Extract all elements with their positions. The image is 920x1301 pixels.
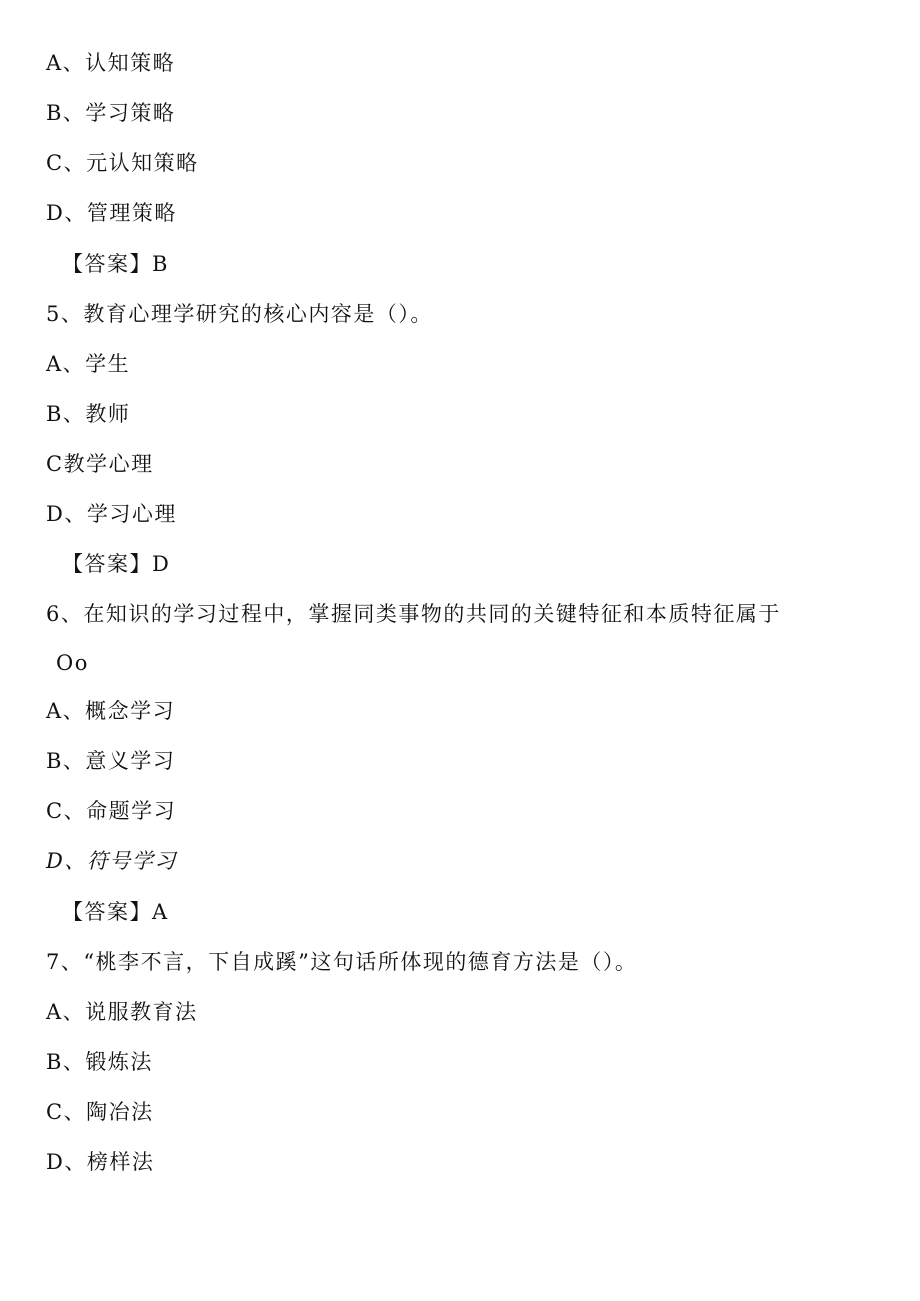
option-line: A、概念学习 [46,699,176,723]
option-line: D、管理策略 [46,201,177,225]
option-line: A、说服教育法 [46,1000,198,1024]
answer-line: 【答案】D [62,552,171,576]
answer-line: 【答案】A [62,900,169,924]
option-line: D、榜样法 [46,1150,155,1174]
option-line: D、符号学习 [46,849,177,873]
option-line: A、认知策略 [46,51,176,75]
option-line: B、意义学习 [46,749,176,773]
option-line: C、陶冶法 [46,1100,154,1124]
option-line: B、锻炼法 [46,1050,153,1074]
question-line: 6、在知识的学习过程中，掌握同类事物的共同的关键特征和本质特征属于 [46,602,781,626]
option-line: C、元认知策略 [46,151,199,175]
question-line: 7、“桃李不言，下自成蹊”这句话所体现的德育方法是（）。 [46,950,638,974]
option-line: B、学习策略 [46,101,176,125]
question-line: 5、教育心理学研究的核心内容是（）。 [46,302,433,326]
option-line: D、学习心理 [46,502,177,526]
question-continuation: Oo [56,651,89,675]
answer-line: 【答案】B [62,252,169,276]
option-line: B、教师 [46,402,131,426]
option-line: C、命题学习 [46,799,177,823]
option-line: A、学生 [46,352,131,376]
option-line: C教学心理 [46,452,154,476]
